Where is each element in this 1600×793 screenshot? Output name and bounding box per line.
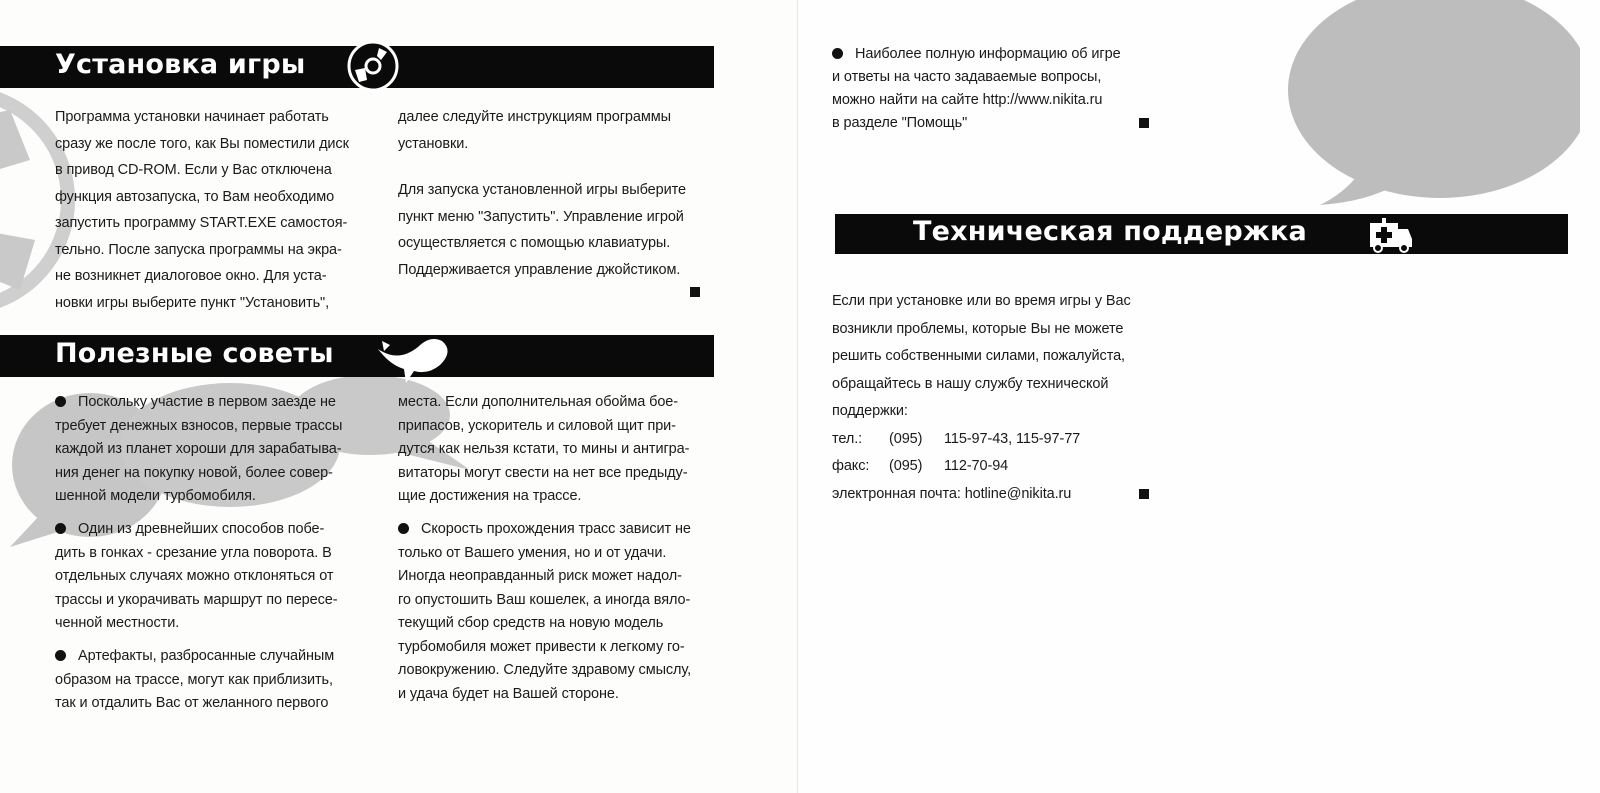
text-line: шенной модели турбомобиля.: [55, 488, 256, 504]
install-paragraph-2: [398, 104, 671, 157]
bullet-icon: [55, 396, 66, 407]
text-line: в привод CD-ROM. Если у Вас отключена: [55, 162, 332, 178]
text-line: новки игры выберите пункт "Установить",: [55, 294, 330, 311]
text-line: ченной местности.: [55, 615, 180, 631]
text-line: дить в гонках - срезание угла поворота. В: [55, 544, 332, 561]
bullet-icon: [832, 48, 843, 59]
text-line: Поддерживается управление джойстиком.: [398, 261, 681, 278]
support-text: [832, 288, 1131, 508]
install-paragraph-1: [55, 104, 349, 316]
tip-1: [55, 391, 342, 509]
bullet-icon: [55, 650, 66, 661]
text-line: образом на трассе, могут как приблизить,: [55, 671, 333, 688]
speech-bubble-decoration-icon: [1250, 0, 1580, 210]
phone-numbers[interactable]: 115-97-43, 115-97-77: [944, 430, 1081, 447]
text-line: Один из древнейших способов побе-: [78, 521, 325, 537]
text-line: сразу же после того, как Вы поместили диск: [55, 135, 349, 152]
email-line[interactable]: электронная почта: hotline@nikita.ru: [832, 485, 1072, 502]
text-line: ловокружению. Следуйте здравому смыслу,: [398, 662, 692, 678]
text-line: Скорость прохождения трасс зависит не: [421, 521, 691, 537]
tip-2: [55, 518, 337, 636]
text-line: Иногда неоправданный риск может надол-: [398, 568, 682, 584]
text-line: турбомобиля может привести к легкому го-: [398, 638, 685, 655]
bullet-icon: [398, 523, 409, 534]
text-line: требует денежных взносов, первые трассы: [55, 417, 343, 434]
tip-3: [55, 645, 334, 716]
ambulance-icon: [1368, 217, 1414, 253]
text-line: каждой из планет хороши для зарабатыва-: [55, 441, 342, 457]
text-line: витаторы могут свести на нет все предыду-: [398, 464, 688, 481]
end-mark: [1139, 489, 1149, 499]
text-line: Артефакты, разбросанные случайным: [78, 648, 335, 664]
text-line: Поскольку участие в первом заезде не: [78, 394, 336, 410]
text-line: Программа установки начинает работать: [55, 109, 329, 125]
text-line: осуществляется с помощью клавиатуры.: [398, 235, 671, 251]
text-line: можно найти на сайте http://www.nikita.ru: [832, 92, 1103, 108]
text-line: тел.:: [832, 430, 863, 447]
text-line: только от Вашего умения, но и от удачи.: [398, 544, 667, 561]
support-header: [835, 214, 1568, 254]
end-mark: [1139, 118, 1149, 128]
fax-line: [832, 453, 1131, 481]
text-line: и удача будет на Вашей стороне.: [398, 685, 619, 702]
text-line: го опустошить Ваш кошелек, а иногда вяло-: [398, 591, 691, 608]
tip-4: [398, 518, 691, 706]
text-line: (095): [889, 458, 923, 474]
text-line: поддержки:: [832, 403, 908, 419]
install-paragraph-3: [398, 177, 686, 283]
text-line: ния денег на покупку новой, более совер-: [55, 464, 333, 481]
text-line: и ответы на часто задаваемые вопросы,: [832, 69, 1102, 85]
text-line: 112-70-94: [944, 458, 1009, 474]
text-line: установки.: [398, 135, 469, 152]
tip-5: [832, 43, 1121, 135]
text-line: дутся как нельзя кстати, то мины и антигра-: [398, 441, 690, 457]
text-line: не возникнет диалоговое окно. Для уста-: [55, 268, 327, 284]
text-line: припасов, ускоритель и силовой щит при-: [398, 417, 676, 434]
cd-disc-icon: [345, 40, 401, 92]
end-mark: [690, 287, 700, 297]
bullet-icon: [55, 523, 66, 534]
text-line: Наиболее полную информацию об игре: [855, 46, 1121, 62]
text-line: отдельных случаях можно отклоняться от: [55, 568, 334, 584]
tips-header: [0, 335, 714, 377]
text-line: функция автозапуска, то Вам необходимо: [55, 188, 335, 205]
tips-title: Полезные советы: [55, 338, 334, 369]
text-line: (095): [889, 430, 923, 447]
text-line: возникли проблемы, которые Вы не можете: [832, 320, 1124, 337]
speech-bubbles-icon: [368, 329, 458, 383]
text-line: Если при установке или во время игры у Вас: [832, 293, 1131, 309]
text-line: текущий сбор средств на новую модель: [398, 615, 664, 631]
text-line: обращайтесь в нашу службу технической: [832, 375, 1109, 392]
phone-line: [832, 426, 1131, 454]
text-line: в разделе "Помощь": [832, 115, 968, 131]
text-line: Для запуска установленной игры выберите: [398, 182, 686, 198]
text-line: факс:: [832, 458, 870, 474]
install-title: Установка игры: [55, 49, 306, 80]
text-line: трассы и укорачивать маршрут по пересе-: [55, 591, 338, 608]
text-line: тельно. После запуска программы на экра-: [55, 241, 342, 258]
text-line: запустить программу START.EXE самостоя-: [55, 215, 348, 231]
tip-3-continued: [398, 391, 689, 509]
install-header: [0, 46, 714, 88]
text-line: пункт меню "Запустить". Управление игрой: [398, 208, 684, 225]
text-line: места. Если дополнительная обойма бое-: [398, 394, 679, 410]
text-line: далее следуйте инструкциям программы: [398, 109, 671, 125]
support-title: Техническая поддержка: [913, 216, 1307, 247]
text-line: так и отдалить Вас от желанного первого: [55, 695, 329, 711]
text-line: щие достижения на трассе.: [398, 488, 582, 504]
text-line: решить собственными силами, пожалуйста,: [832, 348, 1125, 364]
